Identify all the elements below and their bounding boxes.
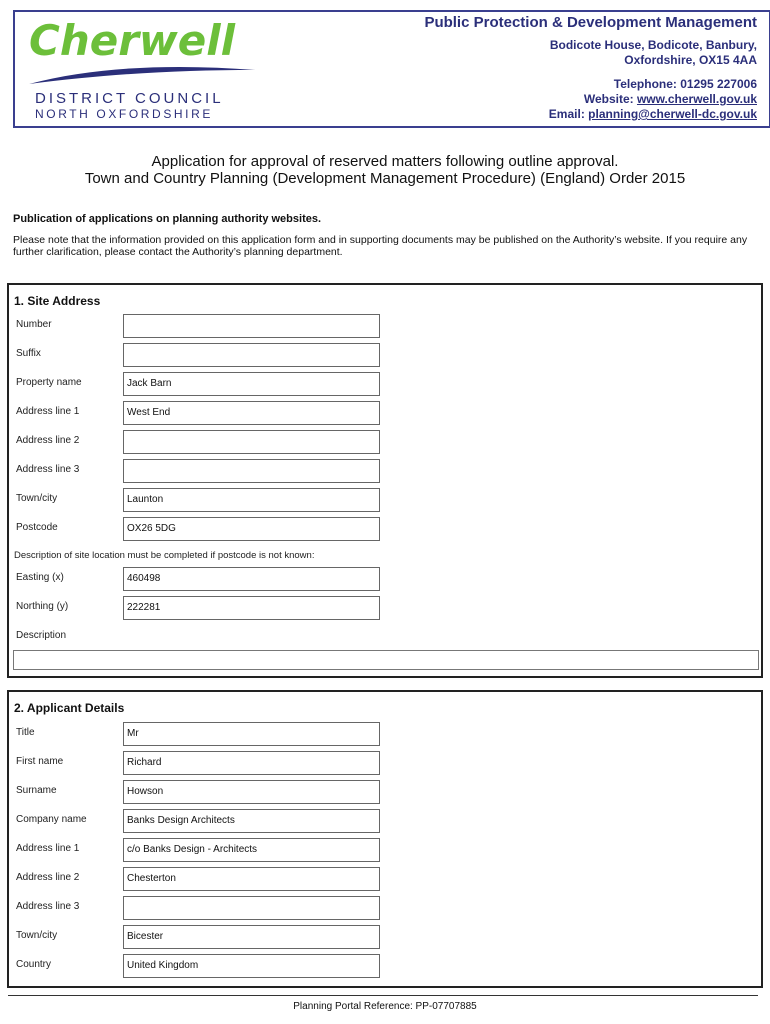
field-label: Property name — [16, 377, 82, 388]
field-label: Title — [16, 727, 35, 738]
header-banner — [13, 10, 770, 128]
suffix-field[interactable] — [123, 343, 380, 367]
header-contact-block — [424, 14, 757, 122]
country-field[interactable]: United Kingdom — [123, 954, 380, 978]
field-label: Town/city — [16, 493, 58, 504]
council-name: DISTRICT COUNCIL — [35, 90, 224, 107]
description-field[interactable] — [13, 650, 759, 670]
field-label: Suffix — [16, 348, 41, 359]
town-city-field[interactable]: Launton — [123, 488, 380, 512]
company-name-field[interactable]: Banks Design Architects — [123, 809, 380, 833]
field-label: Company name — [16, 814, 87, 825]
council-region: NORTH OXFORDSHIRE — [35, 107, 213, 121]
address-line-1: Bodicote House, Bodicote, Banbury, — [549, 38, 757, 52]
northing-field[interactable]: 222281 — [123, 596, 380, 620]
field-label: Country — [16, 959, 52, 970]
email-label: Email: — [548, 107, 589, 121]
field-label: Address line 3 — [16, 464, 80, 475]
footer-divider — [8, 995, 758, 996]
title-field[interactable]: Mr — [123, 722, 380, 746]
easting-field[interactable]: 460498 — [123, 567, 380, 591]
email-line — [424, 107, 757, 122]
address-line-1-field[interactable]: West End — [123, 401, 380, 425]
department-name: Public Protection & Development Management — [424, 14, 757, 31]
field-label: Town/city — [16, 930, 58, 941]
publication-note: Please note that the information provided on this application form and in supporting documents may be published on the Authority’s website. If you require any further clarification, please contact the Authority’s planning department. — [13, 234, 748, 258]
address-line-2: Oxfordshire, OX15 4AA — [624, 53, 757, 67]
field-label: Address line 2 — [16, 872, 80, 883]
number-field[interactable] — [123, 314, 380, 338]
address-line-3-field[interactable] — [123, 459, 380, 483]
postcode-field[interactable]: OX26 5DG — [123, 517, 380, 541]
section-title: 1. Site Address — [14, 294, 101, 308]
form-title: Application for approval of reserved matters following outline approval. — [151, 153, 619, 170]
logo-swoosh-icon — [27, 64, 257, 86]
field-label: Address line 3 — [16, 901, 80, 912]
email-link[interactable]: planning@cherwell-dc.gov.uk — [588, 107, 757, 121]
section-title: 2. Applicant Details — [14, 701, 125, 715]
field-label: Easting (x) — [16, 572, 64, 583]
property-name-field[interactable]: Jack Barn — [123, 372, 380, 396]
applicant-details-section — [7, 690, 763, 988]
applicant-town-city-field[interactable]: Bicester — [123, 925, 380, 949]
applicant-address-line-3-field[interactable] — [123, 896, 380, 920]
field-label: Address line 1 — [16, 843, 80, 854]
location-note: Description of site location must be completed if postcode is not known: — [14, 550, 315, 561]
address-line-2-field[interactable] — [123, 430, 380, 454]
field-label: Description — [16, 630, 67, 641]
field-label: Number — [16, 319, 52, 330]
field-label: Address line 2 — [16, 435, 80, 446]
telephone: Telephone: 01295 227006 — [613, 77, 757, 91]
field-label: Address line 1 — [16, 406, 80, 417]
website-link[interactable]: www.cherwell.gov.uk — [636, 92, 757, 106]
applicant-address-line-2-field[interactable]: Chesterton — [123, 867, 380, 891]
applicant-address-line-1-field[interactable]: c/o Banks Design - Architects — [123, 838, 380, 862]
website-line — [424, 92, 757, 107]
portal-reference: Planning Portal Reference: PP-07707885 — [293, 1001, 477, 1012]
field-label: Northing (y) — [16, 601, 69, 612]
form-subtitle: Town and Country Planning (Development Management Procedure) (England) Order 2015 — [84, 170, 686, 187]
field-label: First name — [16, 756, 64, 767]
first-name-field[interactable]: Richard — [123, 751, 380, 775]
council-logo-text: Cherwell — [29, 16, 236, 65]
website-label: Website: — [583, 92, 637, 106]
field-label: Surname — [16, 785, 57, 796]
site-address-section — [7, 283, 763, 678]
surname-field[interactable]: Howson — [123, 780, 380, 804]
field-label: Postcode — [16, 522, 58, 533]
publication-heading: Publication of applications on planning authority websites. — [13, 213, 322, 225]
